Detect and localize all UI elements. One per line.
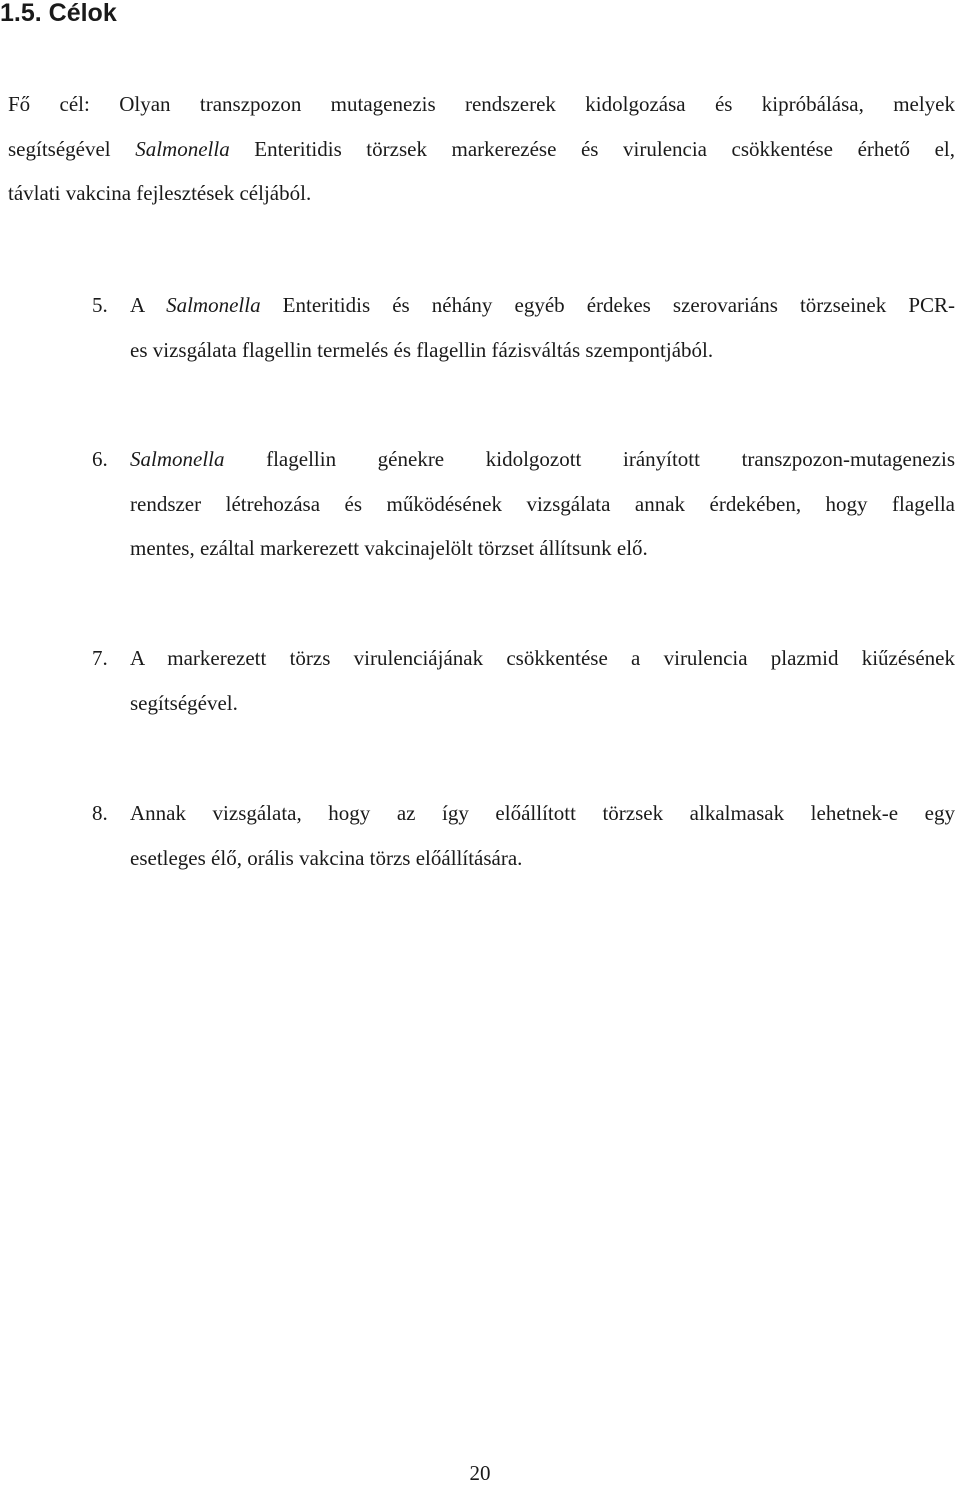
goal-item-8 [92,791,955,880]
goal-5-italic-term: Salmonella [166,293,261,317]
goal-number: 7. [92,646,108,670]
main-goal-paragraph [8,82,955,216]
goal-5-line-1-start: A [130,293,167,317]
intro-line-1: Fő cél: Olyan transzpozon mutagenezis rendszerek kidolgozása és kipróbálása, melyek [8,92,955,116]
goal-7-line-1: A markerezett törzs virulenciájának csökkentése a virulencia plazmid kiűzésének [130,646,955,670]
goal-number: 5. [92,293,108,317]
intro-italic-term: Salmonella [135,136,230,161]
goal-number: 8. [92,801,108,825]
goal-text [130,437,955,571]
goal-6-line-1-end: flagellin génekre kidolgozott irányított transzpozon-mutagenezis [224,447,955,471]
goal-number: 6. [92,447,108,471]
goal-item-5 [92,283,955,372]
goal-5-line-2: es vizsgálata flagellin termelés és flagellin fázisváltás szempontjából. [130,337,714,362]
goal-6-line-3: mentes, ezáltal markerezett vakcinajelölt törzset állítsunk elő. [130,536,648,560]
goal-5-line-1 [130,283,955,328]
page-number: 20 [469,1461,491,1485]
section-heading: 1.5. Célok [0,0,117,27]
intro-line-2-start: segítségével [8,136,136,161]
intro-line-3: távlati vakcina fejlesztések céljából. [8,181,312,205]
goal-8-line-1: Annak vizsgálata, hogy az így előállított törzsek alkalmasak lehetnek-e egy [130,801,955,825]
goal-8-line-2: esetleges élő, orális vakcina törzs előállítására. [130,845,523,870]
goal-text [130,283,955,328]
intro-line-2 [8,127,955,172]
goal-text [130,791,955,880]
goal-6-line-2: rendszer létrehozása és működésének vizsgálata annak érdekében, hogy flagella [130,491,955,516]
goal-item-6 [92,437,955,571]
goal-6-line-1 [130,437,955,482]
goal-6-italic-term: Salmonella [130,447,225,471]
goal-5-line-1-end: Enteritidis és néhány egyéb érdekes szerovariáns törzseinek PCR- [260,293,955,317]
goal-7-line-2: segítségével. [130,690,238,715]
goal-item-7 [92,636,955,725]
goal-text [130,636,955,725]
intro-line-2-end: Enteritidis törzsek markerezése és virulencia csökkentése érhető el, [229,136,955,161]
